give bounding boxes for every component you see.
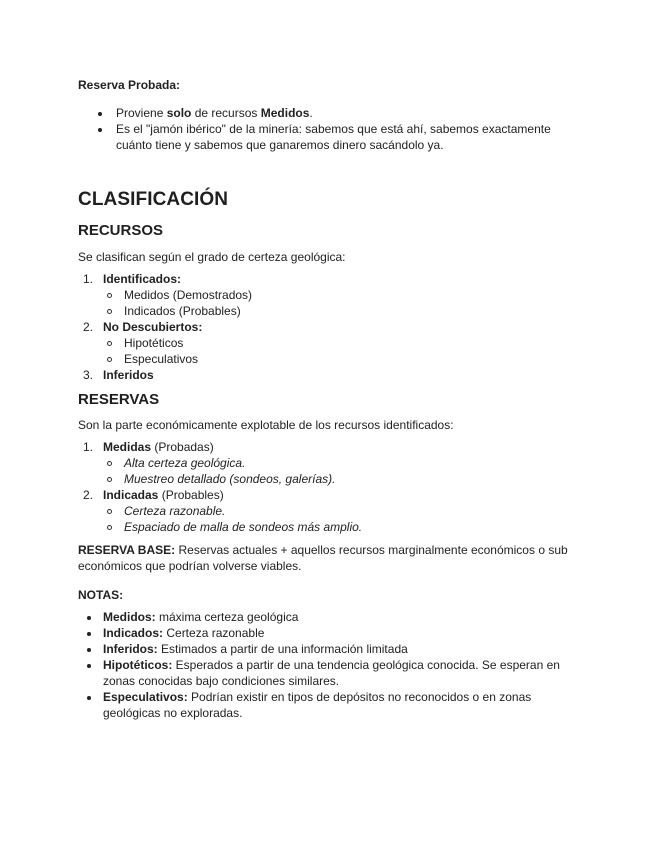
- notas-item-hipoteticos-cont: zonas conocidas bajo condiciones similares.: [103, 674, 340, 688]
- text-bold-segment: Indicadas: [103, 488, 159, 502]
- notas-item-hipoteticos: [103, 657, 560, 673]
- bullet-dot: [98, 128, 102, 132]
- reserva-base-line2: económicos que podrían volverse viables.: [78, 559, 302, 573]
- circle-bullet: [107, 461, 112, 466]
- text-bold-segment: Inferidos:: [103, 642, 158, 656]
- text-bold-segment: Medidos:: [103, 610, 156, 624]
- notas-item-indicados: [103, 625, 264, 641]
- circle-bullet: [107, 309, 112, 314]
- notas-item-especulativos: [103, 689, 531, 705]
- recursos-sub-indicados: Indicados (Probables): [124, 304, 241, 318]
- reservas-sub-muestreo: Muestreo detallado (sondeos, galerías).: [124, 472, 336, 486]
- reserva-probada-item-1: [116, 105, 313, 121]
- bullet-dot: [87, 648, 91, 652]
- circle-bullet: [107, 293, 112, 298]
- text-segment: de recursos: [191, 106, 261, 120]
- text-segment: (Probables): [158, 488, 224, 502]
- recursos-item-inferidos: Inferidos: [103, 368, 154, 382]
- recursos-item-identificados: Identificados:: [103, 272, 182, 286]
- bullet-dot: [87, 616, 91, 620]
- text-bold-segment: Hipotéticos:: [103, 658, 173, 672]
- text-segment: Podrían existir en tipos de depósitos no reconocidos o en zonas: [187, 690, 532, 704]
- recursos-title: RECURSOS: [78, 222, 164, 239]
- reservas-title: RESERVAS: [78, 391, 160, 408]
- text-segment: (Probadas): [151, 440, 214, 454]
- bullet-dot: [98, 112, 102, 116]
- text-segment: .: [309, 106, 313, 120]
- text-segment: Esperados a partir de una tendencia geológica conocida. Se esperan en: [172, 658, 560, 672]
- reservas-sub-alta-certeza: Alta certeza geológica.: [124, 456, 246, 470]
- recursos-sub-especulativos: Especulativos: [124, 352, 199, 366]
- circle-bullet: [107, 341, 112, 346]
- reservas-sub-espaciado: Espaciado de malla de sondeos más amplio.: [124, 520, 363, 534]
- list-number: 1.: [83, 440, 94, 454]
- list-number: 2.: [83, 488, 94, 502]
- text-segment: máxima certeza geológica: [155, 610, 299, 624]
- clasificacion-title: CLASIFICACIÓN: [78, 189, 229, 210]
- recursos-sub-hipoteticos: Hipotéticos: [124, 336, 184, 350]
- reservas-intro: Son la parte económicamente explotable de los recursos identificados:: [78, 418, 454, 432]
- reservas-item-indicadas: [103, 487, 224, 503]
- text-bold-segment: Medidas: [103, 440, 152, 454]
- notas-heading: NOTAS:: [78, 588, 124, 602]
- reservas-sub-certeza-razonable: Certeza razonable.: [124, 504, 226, 518]
- recursos-item-no-descubiertos: No Descubiertos:: [103, 320, 203, 334]
- bullet-dot: [87, 696, 91, 700]
- text-bold-segment: Especulativos:: [103, 690, 188, 704]
- reserva-base-line1: [78, 542, 568, 558]
- list-number: 1.: [83, 272, 94, 286]
- notas-item-inferidos: [103, 641, 408, 657]
- recursos-sub-medidos: Medidos (Demostrados): [124, 288, 253, 302]
- list-number: 2.: [83, 320, 94, 334]
- reserva-probada-heading: Reserva Probada:: [78, 78, 181, 92]
- circle-bullet: [107, 477, 112, 482]
- reserva-probada-item-2-line2: cuánto tiene y sabemos que ganaremos dinero sacándolo ya.: [116, 138, 444, 152]
- reserva-probada-item-2-line1: Es el "jamón ibérico" de la minería: sabemos que está ahí, sabemos exactamente: [116, 122, 551, 136]
- text-segment: Reservas actuales + aquellos recursos marginalmente económicos o sub: [175, 543, 568, 557]
- text-bold-segment: Medidos: [260, 106, 310, 120]
- circle-bullet: [107, 357, 112, 362]
- text-segment: Estimados a partir de una información limitada: [157, 642, 408, 656]
- text-bold-segment: solo: [166, 106, 192, 120]
- reservas-item-medidas: [103, 439, 214, 455]
- text-segment: Proviene: [116, 106, 167, 120]
- notas-item-especulativos-cont: geológicas no exploradas.: [103, 706, 243, 720]
- bullet-dot: [87, 632, 91, 636]
- circle-bullet: [107, 509, 112, 514]
- circle-bullet: [107, 525, 112, 530]
- bullet-dot: [87, 664, 91, 668]
- text-bold-segment: Indicados:: [103, 626, 164, 640]
- reserva-base-label: RESERVA BASE:: [78, 543, 176, 557]
- text-segment: Certeza razonable: [163, 626, 265, 640]
- list-number: 3.: [83, 368, 94, 382]
- recursos-intro: Se clasifican según el grado de certeza geológica:: [78, 250, 346, 264]
- notas-item-medidos: [103, 609, 298, 625]
